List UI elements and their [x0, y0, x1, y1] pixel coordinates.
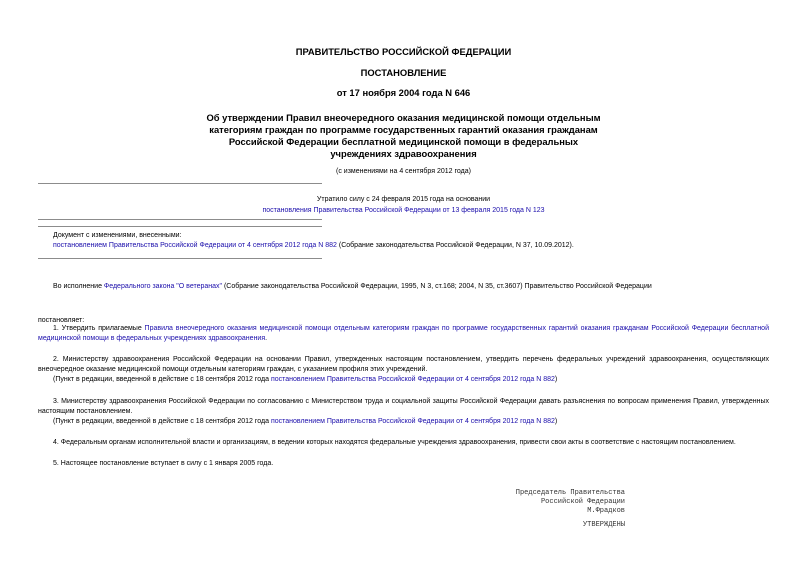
divider	[38, 219, 322, 220]
divider	[38, 183, 322, 184]
changes-line	[53, 242, 574, 249]
changes-decree-link[interactable]: постановлением Правительства Российской Федерации от 4 сентября 2012 года N 882	[53, 242, 337, 249]
preamble-suffix: (Собрание законодательства Российской Федерации, 1995, N 3, ст.168; 2004, N 35, ст.3607) Правительство Российской Федерации	[222, 283, 652, 290]
item-3-note-prefix: (Пункт в редакции, введенной в действие с 18 сентября 2012 года	[53, 418, 271, 425]
changes-label: Документ с изменениями, внесенными:	[53, 232, 182, 239]
item-2: 2. Министерству здравоохранения Российской Федерации на основании Правил, утвержденных настоящим постановлением, утвердить перечень федеральных учреждений здравоохранения, осуществляющих внеочередное оказание медицинской помощи отдельным категориям граждан, с указанием профиля этих учреждений.	[38, 356, 769, 373]
item-1	[38, 324, 769, 343]
item-1-prefix: 1. Утвердить прилагаемые	[53, 325, 145, 332]
item-2-note-prefix: (Пункт в редакции, введенной в действие с 18 сентября 2012 года	[53, 376, 271, 383]
item-3-note	[53, 418, 557, 425]
item-4: 4. Федеральным органам исполнительной власти и организациям, в ведении которых находятся федеральные учреждения здравоохранения, привести свои акты в соответствие с настоящим постановлением.	[53, 439, 736, 446]
government-heading: ПРАВИТЕЛЬСТВО РОССИЙСКОЙ ФЕДЕРАЦИИ	[295, 46, 512, 57]
item-3-note-suffix: )	[554, 418, 558, 425]
item-2-note-link[interactable]: постановлением Правительства Российской Федерации от 4 сентября 2012 года N 882	[270, 376, 555, 383]
item-3-note-link[interactable]: постановлением Правительства Российской Федерации от 4 сентября 2012 года N 882	[270, 418, 555, 425]
document-type-heading: ПОСТАНОВЛЕНИЕ	[360, 67, 447, 78]
signature-position: Председатель Правительства	[515, 489, 625, 497]
decides-label: постановляет:	[38, 317, 85, 324]
rules-link[interactable]: Правила внеочередного оказания медицинской помощи отдельным категориям граждан по программе государственных гарантий оказания гражданам Российской Федерации бесплатной медицинской помощи в федеральных учреждениях здравоохранения	[38, 325, 769, 342]
item-5: 5. Настоящее постановление вступает в силу с 1 января 2005 года.	[53, 460, 274, 467]
expired-decree-link[interactable]: постановления Правительства Российской Федерации от 13 февраля 2015 года N 123	[262, 207, 545, 214]
expired-notice: Утратило силу с 24 февраля 2015 года на основании	[316, 196, 491, 203]
item-2-note	[53, 376, 557, 383]
signature-country: Российской Федерации	[540, 498, 625, 506]
preamble	[53, 283, 652, 290]
preamble-prefix: Во исполнение	[53, 283, 104, 290]
changes-source: (Собрание законодательства Российской Федерации, N 37, 10.09.2012).	[336, 242, 574, 249]
veterans-law-link[interactable]: Федерального закона "О ветеранах"	[103, 283, 223, 290]
document-title: Об утверждении Правил внеочередного оказания медицинской помощи отдельным категориям граждан по программе государственных гарантий оказания гражданам Российской Федерации бесплатной медицинской помощи в федеральных учреждениях здравоохранения	[206, 112, 601, 159]
item-3: 3. Министерству здравоохранения Российской Федерации по согласованию с Министерством труда и социальной защиты Российской Федерации давать разъяснения по вопросам применения Правил, утвержденных настоящим постановлением.	[38, 398, 769, 415]
date-number-heading: от 17 ноября 2004 года N 646	[336, 87, 471, 98]
approved-label: УТВЕРЖДЕНЫ	[582, 521, 625, 529]
item-2-note-suffix: )	[554, 376, 558, 383]
divider	[38, 226, 322, 227]
item-1-suffix: .	[265, 334, 268, 342]
signature-name: М.Фрадков	[587, 507, 625, 515]
amendments-note: (с изменениями на 4 сентября 2012 года)	[336, 168, 471, 175]
divider	[38, 258, 322, 259]
